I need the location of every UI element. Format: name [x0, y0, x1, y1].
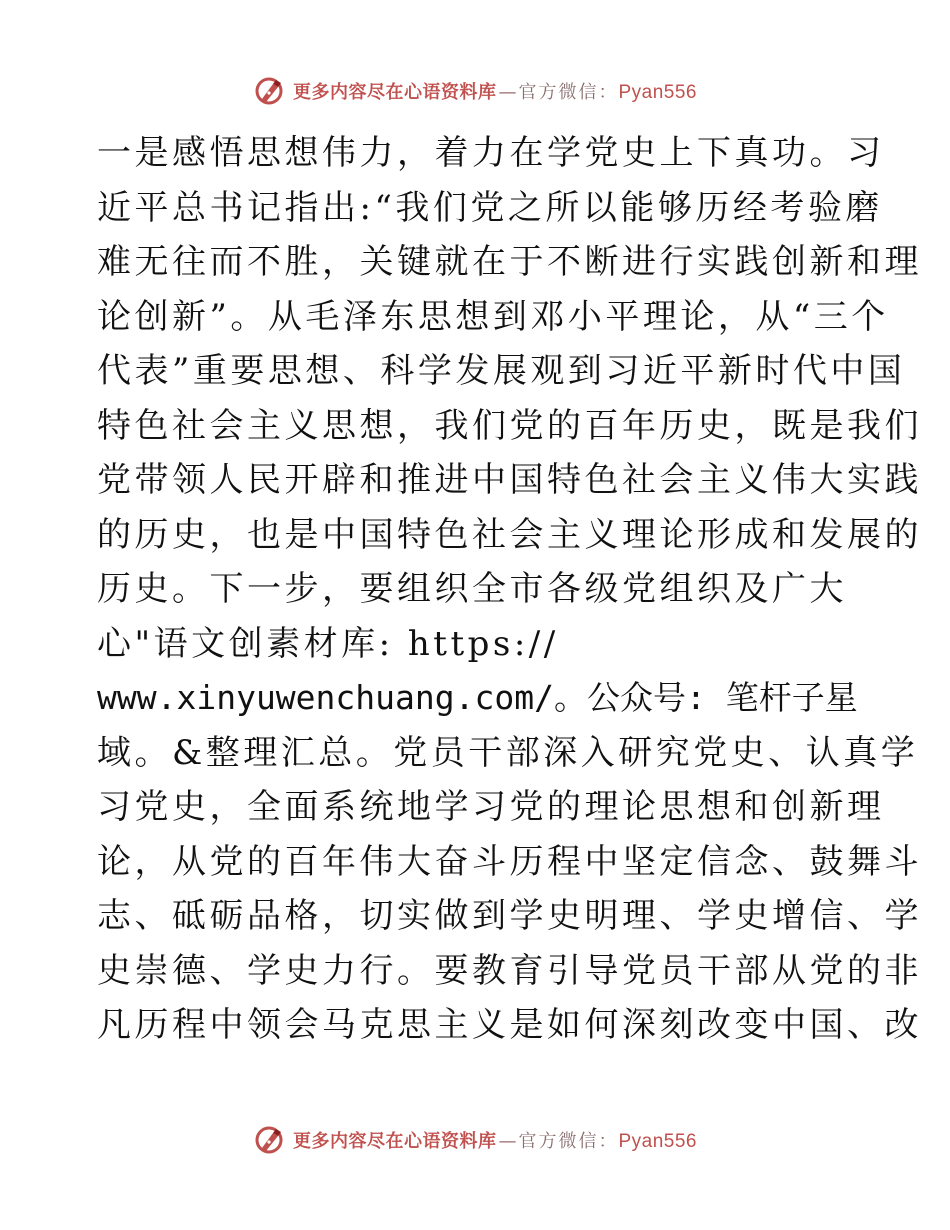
- banner-main-text: 更多内容尽在心语资料库: [292, 82, 497, 103]
- banner-wechat-id: Pyan556: [618, 82, 697, 103]
- text-line-url: www.xinyuwenchuang.com/。公众号: 笔杆子星: [97, 678, 858, 717]
- banner-text: [293, 78, 697, 104]
- banner-official-label: 官方微信：: [518, 82, 619, 103]
- text-line: 近平总书记指出:“我们党之所以能够历经考验磨: [97, 187, 883, 228]
- text-line: 党带领人民开辟和推进中国特色社会主义伟大实践: [97, 460, 922, 500]
- text-line: 凡历程中领会马克思主义是如何深刻改变中国、改: [97, 1005, 922, 1045]
- document-body: [97, 126, 922, 1053]
- text-line: 代表”重要思想、科学发展观到习近平新时代中国: [97, 351, 906, 391]
- text-line: 论创新”。从毛泽东思想到邓小平理论，从“三个: [97, 296, 889, 337]
- text-line: 特色社会主义思想，我们党的百年历史，既是我们: [97, 405, 922, 446]
- banner-separator: —: [498, 1131, 517, 1152]
- pen-nib-circle-icon: [253, 1124, 285, 1156]
- banner-official-label: 官方微信：: [518, 1131, 619, 1152]
- header-watermark-banner: [0, 71, 950, 111]
- banner-main-text: 更多内容尽在心语资料库: [292, 1131, 497, 1152]
- text-line: 一是感悟思想伟力，着力在学党史上下真功。习: [97, 133, 885, 173]
- text-line: 论，从党的百年伟大奋斗历程中坚定信念、鼓舞斗: [97, 841, 922, 882]
- banner-wechat-id: Pyan556: [618, 1131, 697, 1152]
- text-line: 史崇德、学史力行。要教育引导党员干部从党的非: [97, 950, 922, 991]
- banner-separator: —: [498, 82, 517, 103]
- text-line: 志、砥砺品格，切实做到学史明理、学史增信、学: [97, 896, 922, 936]
- text-line: 的历史，也是中国特色社会主义理论形成和发展的: [97, 514, 922, 555]
- text-line: 历史。下一步，要组织全市各级党组织及广大: [97, 569, 847, 609]
- text-line: 心"语文创素材库: https://: [97, 623, 559, 664]
- text-line: 难无往而不胜，关键就在于不断进行实践创新和理: [97, 242, 922, 282]
- banner-text: [293, 1127, 697, 1153]
- text-line: 域。&整理汇总。党员干部深入研究党史、认真学: [97, 732, 919, 773]
- pen-nib-circle-icon: [253, 75, 285, 107]
- text-line: 习党史，全面系统地学习党的理论思想和创新理: [97, 787, 885, 827]
- footer-watermark-banner: [0, 1120, 950, 1160]
